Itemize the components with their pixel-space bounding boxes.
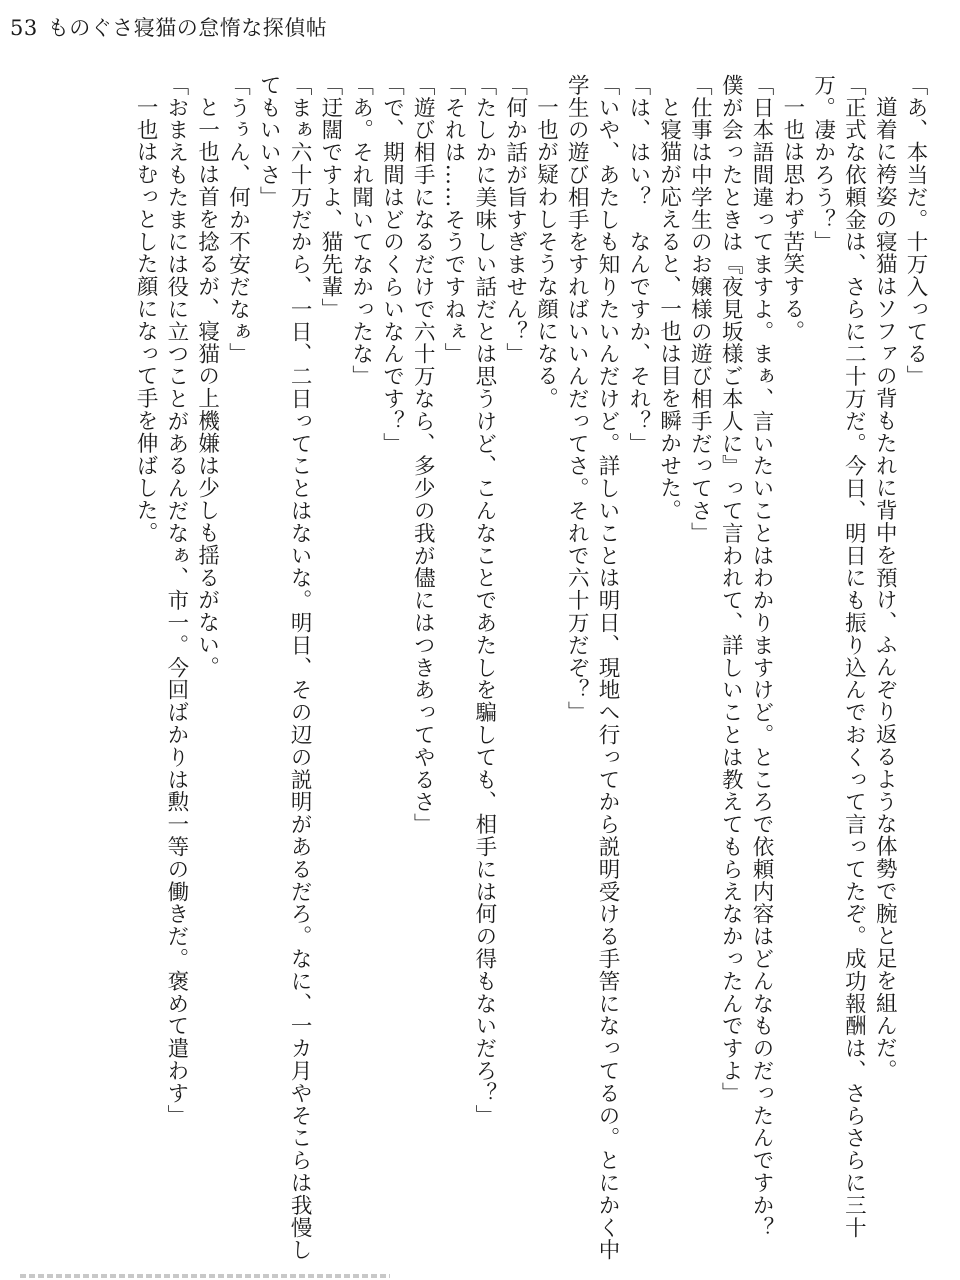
paragraph: 「おまえもたまには役に立つことがあるんだなぁ、市一。今回ばかりは勲一等の働きだ。褒めて遣わす」 (163, 74, 189, 1127)
vertical-text-body (30, 74, 930, 1264)
paragraph: 「それは……そうですねぇ」 (441, 74, 467, 366)
book-title: ものぐさ寝猫の怠惰な探偵帖 (47, 16, 328, 40)
paragraph: 「は、はい？ なんですか、それ？」 (625, 74, 651, 455)
paragraph: 「まぁ六十万だから、一日、二日ってことはないな。明日、その辺の説明があるだろ。なに、一カ月やそこらは我慢してもいいさ」 (256, 74, 313, 1262)
paragraph: 「で、期間はどのくらいなんです？」 (379, 74, 405, 455)
paragraph: 道着に袴姿の寝猫はソファの背もたれに背中を預け、ふんぞり返るような体勢で腕と足を組んだ。 (872, 95, 898, 1082)
paragraph: 一也は思わず苦笑する。 (779, 95, 805, 342)
page-number: 53 (10, 16, 38, 40)
paragraph: 「迂闊ですよ、猫先輩」 (317, 74, 343, 321)
paragraph: 「何か話が旨すぎません？」 (502, 74, 528, 366)
paragraph: と寝猫が応えると、一也は目を瞬かせた。 (656, 95, 682, 522)
paragraph: 「うぅん、何か不安だなぁ」 (225, 74, 251, 366)
paragraph: 「あ、本当だ。十万入ってる」 (903, 74, 928, 388)
paragraph: 「遊び相手になるだけで六十万なら、多少の我が儘にはつきあってやるさ」 (410, 74, 436, 836)
paragraph: 「あ。それ聞いてなかったな」 (348, 74, 374, 388)
paragraph: 「日本語間違ってますよ。まぁ、言いたいことはわかりますけど。ところで依頼内容はどんなものだったんですか？ 僕が会ったときは『夜見坂様ご本人に』って言われて、詳しいことは教えてもらえなかったんですよ」 (718, 74, 775, 1262)
bottom-rule (20, 1274, 390, 1278)
paragraph: 「いや、あたしも知りたいんだけど。詳しいことは明日、現地へ行ってから説明受ける手筈になってるの。とにかく中学生の遊び相手をすればいいんだってさ。それで六十万だぞ？」 (564, 74, 621, 1262)
paragraph: 「正式な依頼金は、さらに二十万だ。今日、明日にも振り込んでおくって言ってたぞ。成功報酬は、さらさらに三十万。凄かろう？」 (810, 74, 867, 1239)
paragraph: 一也が疑わしそうな顔になる。 (533, 95, 559, 410)
paragraph: 「たしかに美味しい話だとは思うけど、こんなことであたしを騙しても、相手には何の得もないだろ？」 (471, 74, 497, 1127)
running-header (10, 14, 327, 42)
paragraph: 「仕事は中学生のお嬢様の遊び相手だってさ」 (687, 74, 713, 545)
paragraph: と一也は首を捻るが、寝猫の上機嫌は少しも揺るがない。 (194, 95, 220, 678)
paragraph: 一也はむっとした顔になって手を伸ばした。 (133, 95, 159, 544)
